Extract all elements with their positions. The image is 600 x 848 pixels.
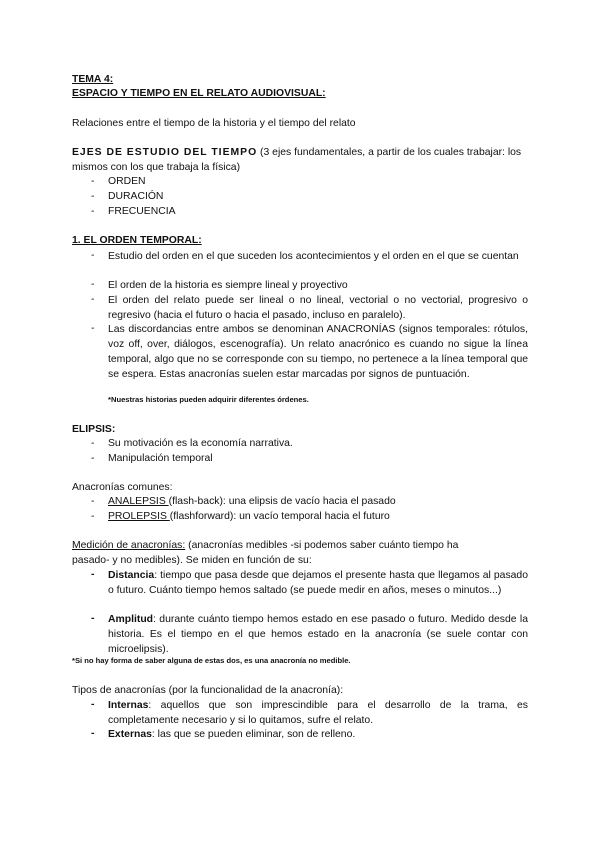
bullet-dash: - <box>91 191 95 202</box>
distancia-desc: : tiempo que pasa desde que dejamos el presente hasta que llegamos al pasado o futuro. Cuánto tiempo hemos saltado (se puede medir en años, meses o minutos...) <box>108 570 528 596</box>
bullet-dash: - <box>91 496 95 507</box>
bullet-dash: - <box>91 294 95 305</box>
bullet-dash: - <box>91 438 95 449</box>
bullet-dash: - <box>91 323 95 334</box>
elipsis-item: Manipulación temporal <box>108 453 213 464</box>
prolepsis-desc: (flashforward): un vacío temporal hacia el futuro <box>169 511 390 522</box>
analepsis-desc: (flash-back): una elipsis de vacío hacia el pasado <box>168 496 396 507</box>
medicion-note: *Si no hay forma de saber alguna de estas dos, es una anacronía no medible. <box>72 656 351 665</box>
title-line-1: TEMA 4: <box>72 74 114 85</box>
ejes-item-duracion: DURACIÓN <box>108 191 164 202</box>
amplitud-desc: : durante cuánto tiempo hemos estado en ese pasado o futuro. Medido desde la historia. Es el tiempo en el que hemos estado en la anacronía (se suele contar con microelipsis). <box>108 614 528 655</box>
ejes-heading: EJES DE ESTUDIO DEL TIEMPO <box>72 147 258 158</box>
bullet-dash: - <box>91 699 95 710</box>
elipsis-item: Su motivación es la economía narrativa. <box>108 438 293 449</box>
bullet-dash: - <box>91 511 95 522</box>
ejes-desc-1: (3 ejes fundamentales, a partir de los cuales trabajar: los <box>257 147 522 158</box>
orden-item: Estudio del orden en el que suceden los acontecimientos y el orden en el que se cuentan <box>108 251 519 262</box>
comunes-item-prolepsis <box>108 510 390 524</box>
tipos-heading: Tipos de anacronías (por la funcionalidad de la anacronía): <box>72 685 344 696</box>
medicion-desc-1: (anacronías medibles -si podemos saber cuánto tiempo ha <box>185 540 459 551</box>
bullet-dash: - <box>91 250 95 261</box>
bullet-dash: - <box>91 613 95 624</box>
comunes-item-analepsis <box>108 495 396 509</box>
tipos-item-externas <box>108 727 528 742</box>
prolepsis-term: PROLEPSIS <box>108 511 170 522</box>
title-line-2: ESPACIO Y TIEMPO EN EL RELATO AUDIOVISUAL: <box>72 88 326 99</box>
medicion-item-amplitud <box>108 612 528 657</box>
medicion-heading: Medición de anacronías: <box>72 540 186 551</box>
externas-term: Externas <box>108 729 152 740</box>
bullet-dash: - <box>91 569 95 580</box>
orden-item: El orden del relato puede ser lineal o no lineal, vectorial o no vectorial, progresivo o regresivo (hacia el futuro o hacia el pasado, incluso en paralelo). <box>108 295 528 321</box>
orden-note: *Nuestras historias pueden adquirir diferentes órdenes. <box>108 395 309 404</box>
externas-desc: : las que se pueden eliminar, son de relleno. <box>151 729 356 740</box>
distancia-term: Distancia <box>108 570 155 581</box>
bullet-dash: - <box>91 206 95 217</box>
medicion-line-1 <box>72 539 458 553</box>
internas-term: Internas <box>108 700 149 711</box>
tipos-item-internas <box>108 698 528 728</box>
bullet-dash: - <box>91 176 95 187</box>
medicion-desc-2: pasado- y no medibles). Se miden en función de su: <box>72 555 312 566</box>
analepsis-term: ANALEPSIS <box>108 496 169 507</box>
orden-item: Las discordancias entre ambos se denominan ANACRONÍAS (signos temporales: rótulos, voz off, over, diálogos, escenografía). Un relato anacrónico es cuando no sigue la línea temporal, algo que no se corresponde con su tiempo, no pertenece a la línea temporal que se espera. Estas anacronías suelen estar marcadas por signos de puntuación. <box>108 324 528 380</box>
ejes-heading-line <box>72 146 521 160</box>
comunes-heading: Anacronías comunes: <box>72 482 173 493</box>
bullet-dash: - <box>91 453 95 464</box>
orden-item: El orden de la historia es siempre lineal y proyectivo <box>108 280 348 291</box>
bullet-dash: - <box>91 279 95 290</box>
ejes-item-frecuencia: FRECUENCIA <box>108 206 176 217</box>
internas-desc: : aquellos que son imprescindible para el desarrollo de la trama, es completamente necesario y si lo quitamos, sufre el relato. <box>108 700 528 726</box>
elipsis-heading: ELIPSIS: <box>72 424 116 435</box>
bullet-dash: - <box>91 728 95 739</box>
medicion-item-distancia <box>108 568 528 598</box>
amplitud-term: Amplitud <box>108 614 154 625</box>
ejes-item-orden: ORDEN <box>108 176 146 187</box>
orden-heading: 1. EL ORDEN TEMPORAL: <box>72 235 202 246</box>
intro-text: Relaciones entre el tiempo de la historia y el tiempo del relato <box>72 118 356 129</box>
ejes-desc-2: mismos con los que trabaja la física) <box>72 162 241 173</box>
